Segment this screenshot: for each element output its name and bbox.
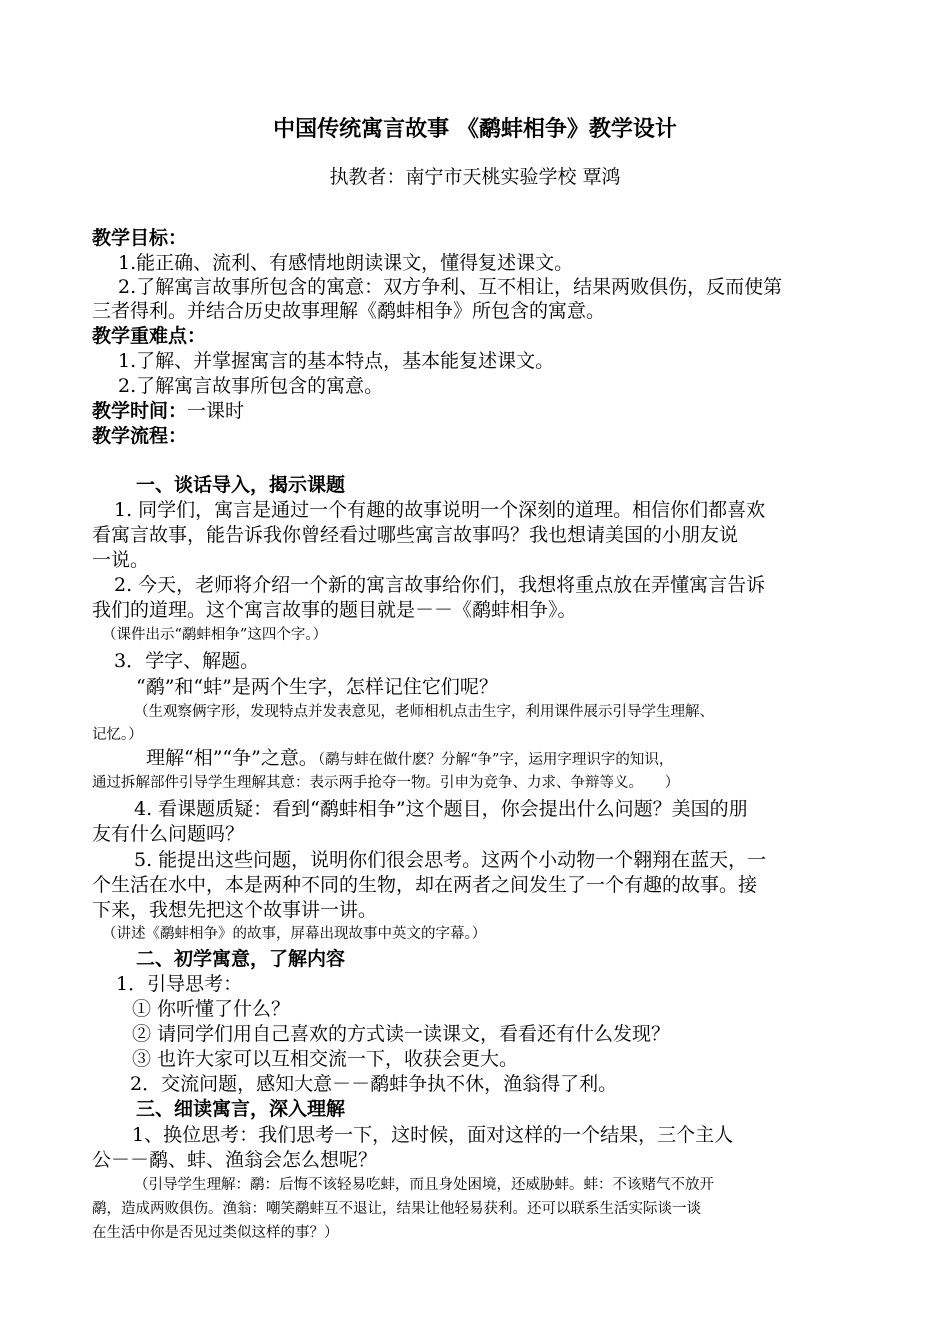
time-value: 一课时 — [187, 400, 245, 422]
s1-p3-question: “鹬”和“蚌”是两个生字，怎样记住它们呢？ — [136, 676, 498, 698]
section1-heading: 一、谈话导入，揭示课题 — [136, 474, 346, 496]
s1-note4: （讲述《鹬蚌相争》的故事，屏幕出现故事中英文的字幕。） — [102, 926, 487, 942]
s2-c3: ③ 也许大家可以互相交流一下，收获会更大。 — [132, 1048, 519, 1070]
s1-p5c: 下来，我想先把这个故事讲一讲。 — [92, 899, 378, 921]
s1-note2b: 记忆。） — [92, 727, 143, 743]
s1-p2a: 2. 今天，老师将介绍一个新的寓言故事给你们，我想将重点放在弄懂寓言告诉 — [114, 574, 766, 596]
s1-p1b: 看寓言故事，能告诉我你曾经看过哪些寓言故事吗？我也想请美国的小朋友说 — [92, 524, 739, 546]
s3-p1a: 1、换位思考：我们思考一下，这时候，面对这样的一个结果，三个主人 — [132, 1124, 734, 1146]
goal-item-1: 1.能正确、流利、有感情地朗读课文，懂得复述课文。 — [118, 252, 574, 274]
s1-p4b: 友有什么问题吗？ — [92, 823, 245, 845]
section2-heading: 二、初学寓意，了解内容 — [136, 948, 346, 970]
goal-item-2b: 三者得利。并结合历史故事理解《鹬蚌相争》所包含的寓意。 — [92, 300, 606, 322]
goals-heading: 教学目标： — [92, 227, 188, 249]
s1-p3: 3．学字、解题。 — [114, 650, 260, 672]
s1-p4a: 4. 看课题质疑：看到“鹬蚌相争”这个题目，你会提出什么问题？美国的朋 — [134, 798, 748, 820]
s3-note1b: 鹬，造成两败俱伤。渔翁：嘲笑鹬蚌互不退让，结果让他轻易获利。还可以联系生活实际谈一谈 — [92, 1201, 701, 1217]
s1-p3c-note: （鹬与蚌在做什麽？分解“争”字，运用字理识字的知识， — [317, 752, 674, 768]
goal-item-2a: 2.了解寓言故事所包含的寓意：双方争利、互不相让，结果两败俱伤，反而使第 — [118, 276, 783, 298]
s2-p2: 2．交流问题，感知大意－－鹬蚌争执不休，渔翁得了利。 — [130, 1073, 618, 1095]
s2-c1: ① 你听懂了什么？ — [132, 998, 291, 1020]
s2-p1: 1．引导思考： — [116, 973, 243, 995]
s1-p5a: 5. 能提出这些问题，说明你们很会思考。这两个小动物一个翱翔在蓝天，一 — [134, 849, 767, 871]
s3-note1c: 在生活中你是否见过类似这样的事？） — [92, 1225, 339, 1241]
difficulties-heading: 教学重难点： — [92, 325, 207, 347]
s1-p1a: 1. 同学们，寓言是通过一个有趣的故事说明一个深刻的道理。相信你们都喜欢 — [114, 499, 766, 521]
s1-p5b: 个生活在水中，本是两种不同的生物，却在两者之间发生了一个有趣的故事。接 — [92, 874, 758, 896]
process-heading: 教学流程： — [92, 425, 188, 447]
difficulty-item-1: 1.了解、并掌握寓言的基本特点，基本能复述课文。 — [118, 350, 555, 372]
s1-p1c: 一说。 — [92, 549, 150, 571]
s2-c2: ② 请同学们用自己喜欢的方式读一读课文，看看还有什么发现？ — [132, 1023, 671, 1045]
s1-p2b: 我们的道理。这个寓言故事的题目就是－－《鹬蚌相争》。 — [92, 599, 577, 621]
s1-note3: 通过拆解部件引导学生理解其意：表示两手抢夺一物。引申为竞争、力求、争辩等义。 ） — [92, 775, 680, 791]
time-line — [92, 398, 867, 424]
s1-p3c-main: 理解“相”“争”之意。 — [146, 747, 318, 769]
s1-note2a: （生观察俩字形，发现特点并发表意见，老师相机点击生字，利用课件展示引导学生理解、 — [134, 704, 714, 720]
time-heading: 教学时间： — [92, 400, 188, 422]
s3-p1b: 公－－鹬、蚌、渔翁会怎么想呢？ — [92, 1149, 378, 1171]
s1-p3c — [146, 745, 921, 772]
s1-note1: （课件出示“鹬蚌相争”这四个字。） — [102, 627, 328, 643]
section3-heading: 三、细读寓言，深入理解 — [136, 1098, 346, 1120]
difficulty-item-2: 2.了解寓言故事所包含的寓意。 — [118, 375, 384, 397]
s3-note1a: （引导学生理解：鹬：后悔不该轻易吃蚌，而且身处困境，还威胁蚌。蚌：不该赌气不放开 — [134, 1177, 714, 1193]
page-title: 中国传统寓言故事 《鹬蚌相争》教学设计 — [273, 117, 677, 142]
author-line: 执教者：南宁市天桃实验学校 覃鸿 — [329, 166, 621, 188]
